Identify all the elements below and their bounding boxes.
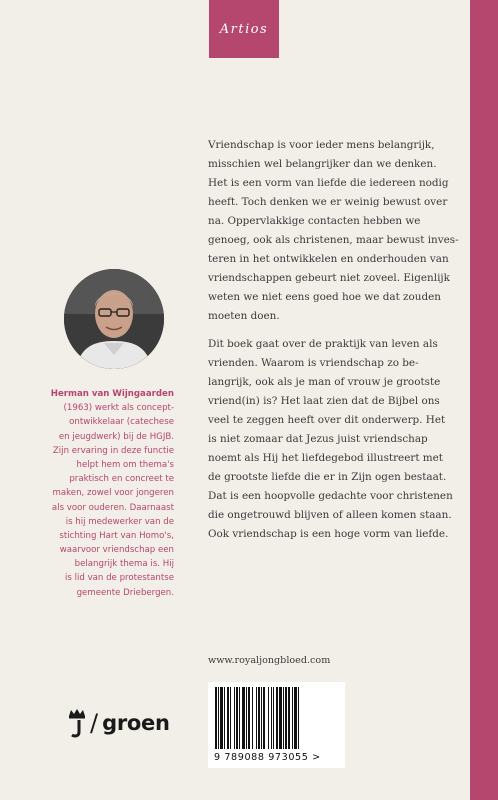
blurb-line: vrienden. Waarom is vriendschap zo be- <box>208 357 419 369</box>
blurb-line: vriend(in) is? Het laat zien dat de Bijbel ons <box>208 395 440 407</box>
publisher-slash: / <box>90 709 99 737</box>
blurb-line: Dat is een hoopvolle gedachte voor christenen <box>208 490 453 502</box>
blurb-line: na. Oppervlakkige contacten hebben we <box>208 215 421 227</box>
series-logo: Artios <box>219 21 269 37</box>
crown-j-icon <box>66 708 88 738</box>
bio-line: maken, zowel voor jongeren <box>52 488 174 499</box>
publisher-logo <box>66 708 170 738</box>
blurb-line: misschien wel belangrijker dan we denken. <box>208 158 437 170</box>
blurb-line: Ook vriendschap is een hoge vorm van liefde. <box>208 528 449 540</box>
blurb-line: veel te zeggen heeft over dit onderwerp. Het <box>208 414 446 426</box>
blurb-line: de grootste liefde die er in Zijn ogen bestaat. <box>208 471 447 483</box>
bio-line: gemeente Driebergen. <box>76 587 174 598</box>
blurb-line: Vriendschap is voor ieder mens belangrijk, <box>208 139 435 151</box>
barcode-digits: 9 789088 973055 > <box>214 752 321 763</box>
author-name: Herman van Wijngaarden <box>50 389 174 399</box>
author-bio <box>50 387 174 600</box>
bio-line: als voor ouderen. Daarnaast <box>51 502 174 513</box>
bio-line: en jeugdwerk) bij de HGJB. <box>58 431 174 442</box>
series-logo-tab <box>209 0 279 58</box>
blurb-line: moeten doen. <box>208 310 280 322</box>
blurb-line: noemt als Hij het liefdegebod illustreert met <box>208 452 443 464</box>
accent-side-bar <box>470 0 498 800</box>
author-photo <box>64 269 164 369</box>
blurb-line: heeft. Toch denken we er weinig bewust over <box>208 196 448 208</box>
blurb-paragraph-2 <box>208 335 470 544</box>
blurb-line: Dit boek gaat over de praktijk van leven als <box>208 338 438 350</box>
bio-line: belangrijk thema is. Hij <box>74 559 174 570</box>
bio-line: waarvoor vriendschap een <box>59 545 174 556</box>
blurb-line: is niet zomaar dat Jezus juist vriendschap <box>208 433 428 445</box>
blurb-line: teren in het ontwikkelen en onderhouden van <box>208 253 449 265</box>
blurb-line: Het is een vorm van liefde die iedereen nodig <box>208 177 449 189</box>
bio-line: praktisch en concreet te <box>69 474 174 485</box>
blurb-paragraph-1 <box>208 136 470 326</box>
blurb-line: die ongetrouwd blijven of alleen komen staan. <box>208 509 452 521</box>
barcode <box>208 682 345 768</box>
blurb-line: genoeg, ook als christenen, maar bewust inves- <box>208 234 459 246</box>
blurb-line: vriendschappen gebeurt niet zoveel. Eigenlijk <box>208 272 450 284</box>
bio-line: is hij medewerker van de <box>65 516 174 527</box>
bio-line: stichting Hart van Homo's, <box>59 530 174 541</box>
blurb-line: langrijk, ook als je man of vrouw je grootste <box>208 376 441 388</box>
publisher-url[interactable]: www.royaljongbloed.com <box>208 655 331 666</box>
barcode-bars <box>213 687 340 749</box>
bio-line: (1963) werkt als concept- <box>63 403 174 414</box>
bio-line: helpt hem om thema's <box>76 459 174 470</box>
bio-line: Zijn ervaring in deze functie <box>52 445 174 456</box>
bio-line: ontwikkelaar (catechese <box>69 417 174 428</box>
bio-line: is lid van de protestantse <box>65 573 174 584</box>
blurb-line: weten we niet eens goed hoe we dat zouden <box>208 291 441 303</box>
publisher-name: groen <box>102 711 170 735</box>
